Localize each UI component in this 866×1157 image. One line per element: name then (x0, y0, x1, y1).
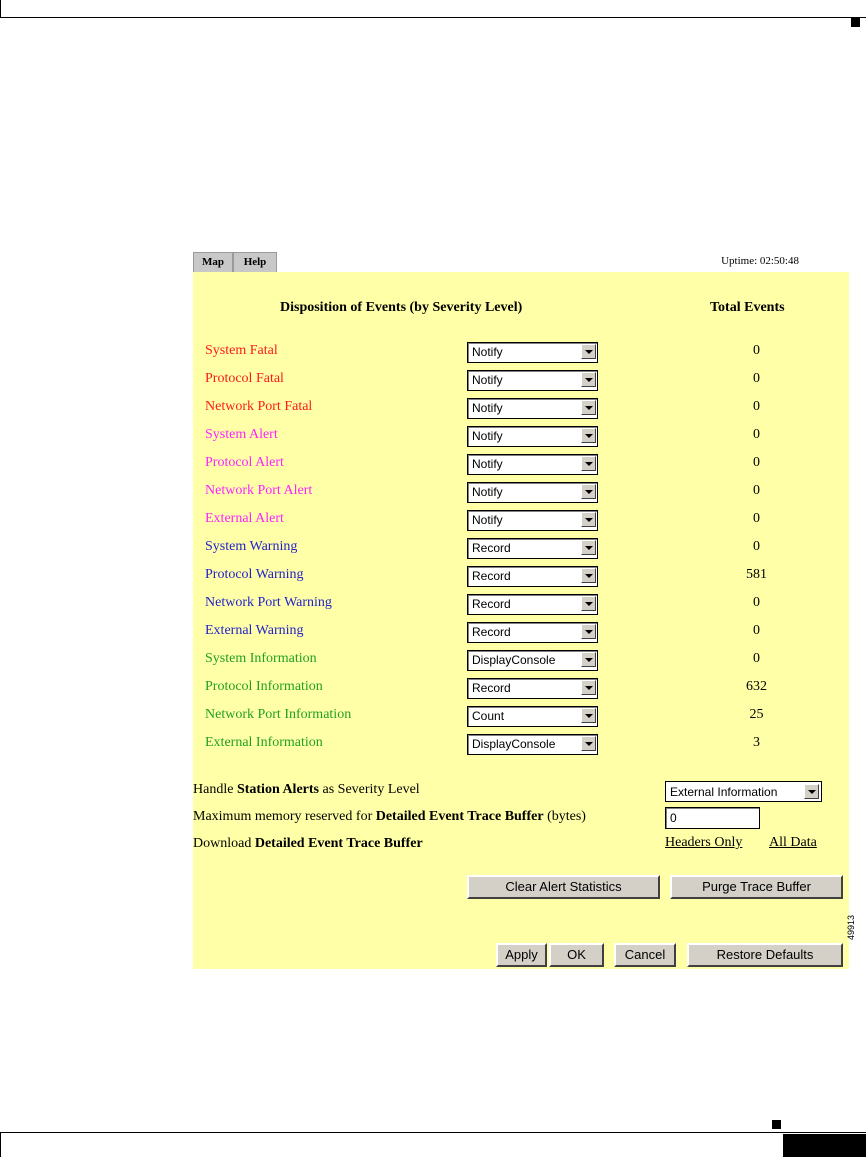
event-label: Network Port Alert (205, 483, 313, 498)
event-label: External Alert (205, 511, 284, 526)
event-disposition-value: Notify (472, 401, 503, 415)
restore-defaults-button[interactable]: Restore Defaults (687, 943, 843, 967)
event-disposition-value: Notify (472, 345, 503, 359)
apply-button[interactable]: Apply (496, 943, 547, 967)
event-disposition-select[interactable] (467, 510, 598, 531)
event-disposition-value: Notify (472, 457, 503, 471)
station-alerts-select[interactable]: External Information (665, 781, 822, 802)
all-data-link[interactable]: All Data (769, 835, 817, 850)
chevron-down-icon[interactable] (581, 512, 596, 527)
event-label: Protocol Information (205, 679, 323, 694)
event-disposition-value: Record (472, 597, 511, 611)
event-disposition-select[interactable] (467, 482, 598, 503)
event-disposition-select[interactable] (467, 398, 598, 419)
event-total-count: 0 (753, 511, 760, 526)
page-top-left-rule (0, 0, 1, 18)
event-disposition-select[interactable] (467, 734, 598, 755)
event-total-count: 0 (753, 343, 760, 358)
event-label: External Information (205, 735, 323, 750)
headers-only-link[interactable]: Headers Only (665, 835, 743, 850)
event-total-count: 581 (746, 567, 767, 582)
cancel-button[interactable]: Cancel (614, 943, 676, 967)
page-number-tab (783, 1134, 866, 1157)
event-disposition-value: Record (472, 541, 511, 555)
page-bottom-marker (772, 1120, 781, 1129)
event-label: Protocol Alert (205, 455, 284, 470)
page-top-marker (851, 18, 860, 27)
chevron-down-icon[interactable] (581, 344, 596, 359)
event-disposition-select[interactable] (467, 454, 598, 475)
event-label: Network Port Information (205, 707, 352, 722)
chevron-down-icon[interactable] (804, 784, 819, 799)
chevron-down-icon[interactable] (581, 400, 596, 415)
chevron-down-icon[interactable] (581, 652, 596, 667)
page-bottom-left-rule (0, 1132, 1, 1157)
event-total-count: 0 (753, 371, 760, 386)
event-disposition-select[interactable] (467, 622, 598, 643)
chevron-down-icon[interactable] (581, 680, 596, 695)
event-disposition-select[interactable] (467, 426, 598, 447)
chevron-down-icon[interactable] (581, 708, 596, 723)
event-disposition-select[interactable] (467, 538, 598, 559)
map-button[interactable]: Map (193, 252, 233, 273)
event-disposition-select[interactable] (467, 706, 598, 727)
event-total-count: 0 (753, 595, 760, 610)
uptime-text: Uptime: 02:50:48 (721, 255, 799, 267)
event-disposition-value: Notify (472, 373, 503, 387)
event-disposition-value: Record (472, 625, 511, 639)
memory-label: Maximum memory reserved for Detailed Event Trace Buffer (bytes) (193, 809, 586, 824)
page-top-rule (0, 17, 866, 18)
event-disposition-value: DisplayConsole (472, 653, 556, 667)
chevron-down-icon[interactable] (581, 540, 596, 555)
event-total-count: 25 (749, 707, 764, 722)
event-disposition-value: Record (472, 569, 511, 583)
nav-bar (193, 252, 849, 272)
event-total-count: 0 (753, 483, 760, 498)
station-alerts-label: Handle Station Alerts as Severity Level (193, 782, 420, 797)
disposition-header: Disposition of Events (by Severity Level) (280, 300, 523, 315)
figure-id: 49913 (846, 914, 856, 940)
memory-input[interactable]: 0 (665, 807, 760, 829)
event-disposition-select[interactable] (467, 594, 598, 615)
event-disposition-select[interactable] (467, 342, 598, 363)
event-disposition-value: Notify (472, 485, 503, 499)
help-button[interactable]: Help (233, 252, 277, 273)
event-label: System Information (205, 651, 317, 666)
event-disposition-select[interactable] (467, 678, 598, 699)
event-disposition-value: Notify (472, 513, 503, 527)
event-total-count: 0 (753, 539, 760, 554)
page-bottom-rule (0, 1132, 866, 1133)
event-disposition-select[interactable] (467, 566, 598, 587)
event-disposition-value: Notify (472, 429, 503, 443)
event-disposition-value: DisplayConsole (472, 737, 556, 751)
clear-alert-statistics-button[interactable]: Clear Alert Statistics (467, 875, 660, 899)
chevron-down-icon[interactable] (581, 456, 596, 471)
event-label: External Warning (205, 623, 304, 638)
event-label: System Fatal (205, 343, 278, 358)
event-total-count: 0 (753, 427, 760, 442)
ok-button[interactable]: OK (549, 943, 604, 967)
total-events-header: Total Events (710, 300, 785, 315)
event-disposition-select[interactable] (467, 370, 598, 391)
event-total-count: 0 (753, 623, 760, 638)
event-label: Protocol Warning (205, 567, 304, 582)
event-total-count: 0 (753, 399, 760, 414)
event-label: System Warning (205, 539, 298, 554)
download-label: Download Detailed Event Trace Buffer (193, 836, 423, 851)
event-disposition-select[interactable] (467, 650, 598, 671)
event-total-count: 3 (753, 735, 760, 750)
event-total-count: 0 (753, 455, 760, 470)
event-disposition-value: Record (472, 681, 511, 695)
event-total-count: 0 (753, 651, 760, 666)
event-disposition-value: Count (472, 709, 505, 723)
chevron-down-icon[interactable] (581, 372, 596, 387)
event-label: Network Port Warning (205, 595, 332, 610)
event-disposition-panel (193, 272, 849, 969)
event-total-count: 632 (746, 679, 767, 694)
chevron-down-icon[interactable] (581, 484, 596, 499)
event-label: Network Port Fatal (205, 399, 313, 414)
chevron-down-icon[interactable] (581, 428, 596, 443)
chevron-down-icon[interactable] (581, 624, 596, 639)
chevron-down-icon[interactable] (581, 736, 596, 751)
event-label: System Alert (205, 427, 278, 442)
chevron-down-icon[interactable] (581, 596, 596, 611)
chevron-down-icon[interactable] (581, 568, 596, 583)
purge-trace-buffer-button[interactable]: Purge Trace Buffer (670, 875, 843, 899)
event-label: Protocol Fatal (205, 371, 284, 386)
